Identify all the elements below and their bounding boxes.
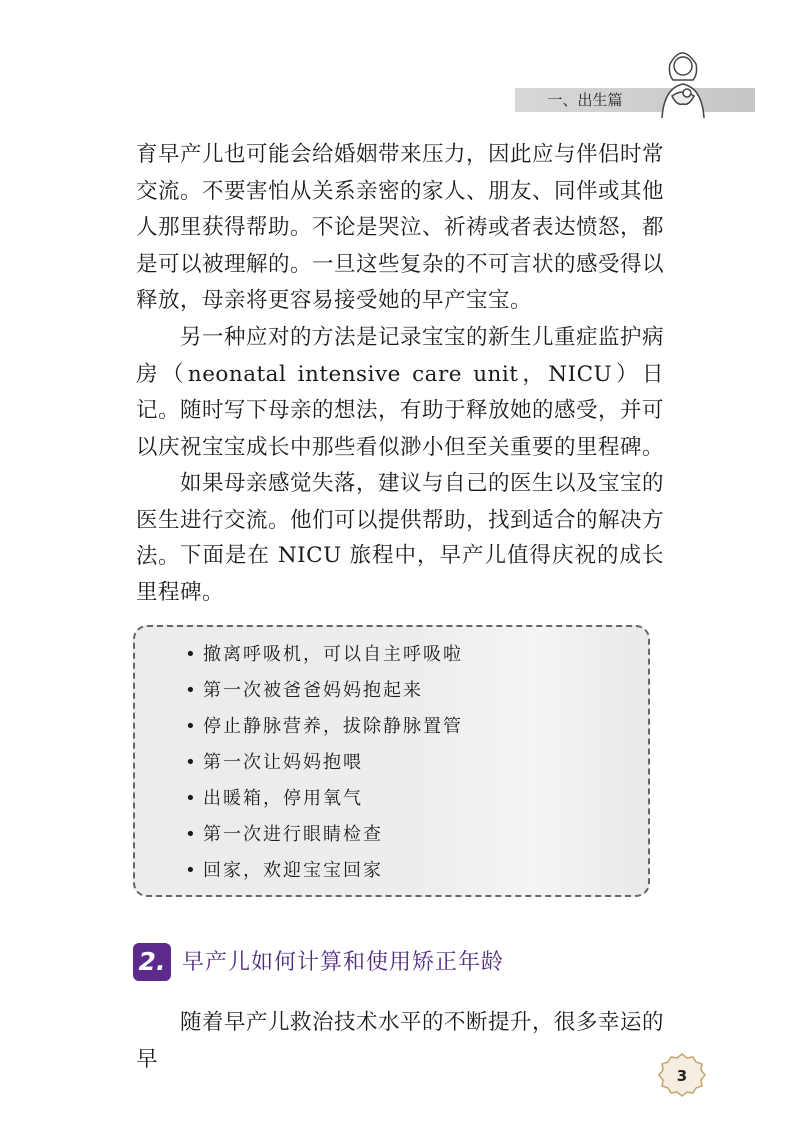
- mother-holding-baby-illustration: [648, 40, 718, 120]
- paragraph-continuation: 育早产儿也可能会给婚姻带来压力，因此应与伴侣时常交流。不要害怕从关系亲密的家人、朋友、同伴或其他人那里获得帮助。不论是哭泣、祈祷或者表达愤怒，都是可以被理解的。一旦这些复杂的不可言状的感受得以释放，母亲将更容易接受她的早产宝宝。: [136, 142, 665, 313]
- milestones-box: [133, 625, 650, 897]
- list-item: • 撤离呼吸机，可以自主呼吸啦: [185, 644, 463, 665]
- paragraph-seek-help: 如果母亲感觉失落，建议与自己的医生以及宝宝的医生进行交流。他们可以提供帮助，找到适合的解决方法。: [136, 471, 665, 569]
- page-number: 3: [676, 1067, 688, 1085]
- list-item: • 回家，欢迎宝宝回家: [185, 860, 383, 881]
- list-item: • 第一次进行眼睛检查: [185, 824, 383, 845]
- section-heading: 早产儿如何计算和使用矫正年龄: [182, 950, 505, 975]
- paragraph-nicu-diary: 另一种应对的方法是记录宝宝的新生儿重症监护病房（neonatal intensive care unit，NICU）日记。随时写下母亲的想法，有助于释放她的感受，并可以庆祝宝宝成长中那些看似渺小但至关重要的里程碑。: [136, 325, 665, 460]
- list-item: • 出暖箱，停用氧气: [185, 788, 363, 809]
- list-item: • 停止静脉营养，拔除静脉置管: [185, 716, 463, 737]
- paragraph-milestones-intro: 下面是在 NICU 旅程中，早产儿值得庆祝的成长里程碑。: [136, 543, 664, 605]
- chapter-header-label: 一、出生篇: [547, 91, 623, 109]
- paragraph-section-start: 随着早产儿救治技术水平的不断提升，很多幸运的早: [136, 1010, 665, 1072]
- list-item: • 第一次被爸爸妈妈抱起来: [185, 680, 423, 701]
- section-number-badge: 2.: [133, 943, 171, 981]
- list-item: • 第一次让妈妈抱喂: [185, 752, 363, 773]
- page-number-badge: [658, 1052, 706, 1100]
- milestones-list: [185, 637, 463, 889]
